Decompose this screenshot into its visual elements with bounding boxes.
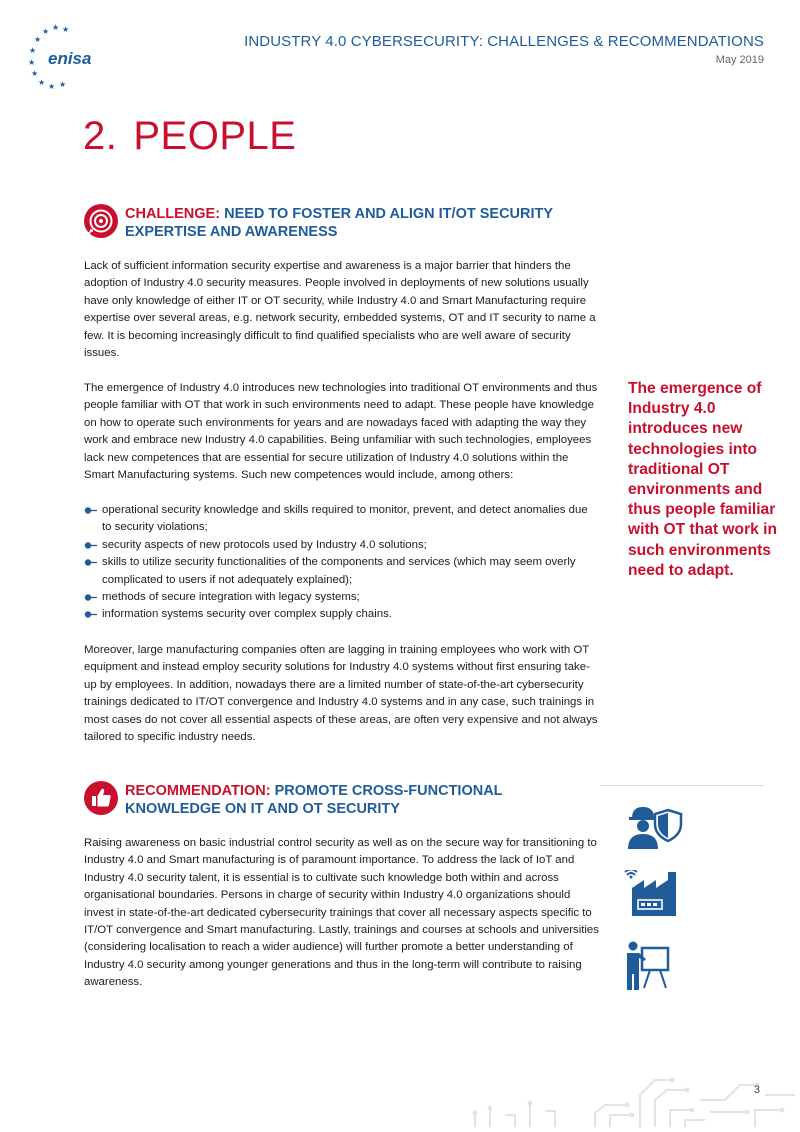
factory-icon bbox=[624, 870, 680, 918]
worker-shield-icon bbox=[626, 804, 684, 850]
list-item bbox=[84, 606, 600, 623]
bullet-icon bbox=[84, 506, 98, 515]
document-title: INDUSTRY 4.0 CYBERSECURITY: CHALLENGES & RECOMMENDATIONS bbox=[244, 33, 764, 50]
target-icon bbox=[84, 204, 118, 238]
svg-text:★: ★ bbox=[42, 27, 50, 36]
list-item-text: operational security knowledge and skills required to monitor, prevent, and detect anomalies due to security violations; bbox=[102, 504, 588, 534]
chapter-title: PEOPLE bbox=[133, 114, 297, 158]
challenge-paragraph-2: The emergence of Industry 4.0 introduces new technologies into traditional OT environments and thus people familiar with OT that work in such environments need to adapt. These people have knowledge on how to operate such environments for years and are nowadays faced with adapting the way they work and embrace new Industry 4.0 capabilities. Being unfamiliar with such technologies, employees lack new competences that are essential for secure utilization of Industry 4.0 solutions within the Smart Manufacturing systems. Such new competences would include, among others: bbox=[84, 382, 598, 482]
bullet-icon bbox=[84, 610, 98, 619]
document-date: May 2019 bbox=[715, 54, 764, 66]
eu-stars-icon bbox=[24, 22, 104, 92]
list-item bbox=[84, 554, 600, 589]
circuit-decoration bbox=[455, 1065, 800, 1132]
competences-list bbox=[84, 502, 600, 624]
list-item-text: information systems security over complex supply chains. bbox=[102, 608, 392, 621]
svg-text:★: ★ bbox=[31, 69, 39, 78]
list-item bbox=[84, 502, 600, 537]
svg-text:★: ★ bbox=[52, 23, 60, 32]
page-number: 3 bbox=[753, 1084, 760, 1096]
svg-text:★: ★ bbox=[29, 46, 37, 55]
recommendation-keyword: RECOMMENDATION: bbox=[125, 783, 271, 799]
recommendation-heading-line2: KNOWLEDGE ON IT AND OT SECURITY bbox=[125, 801, 400, 817]
list-item-text: methods of secure integration with legacy systems; bbox=[102, 591, 360, 604]
thumbs-up-icon bbox=[84, 781, 118, 815]
challenge-heading bbox=[125, 205, 553, 241]
svg-text:★: ★ bbox=[38, 78, 46, 87]
recommendation-heading bbox=[125, 782, 503, 818]
chapter-number: 2. bbox=[83, 114, 118, 158]
bullet-icon bbox=[84, 593, 98, 602]
challenge-paragraph-3: Moreover, large manufacturing companies often are lagging in training employees who work with OT equipment and instead employ security solutions for Industry 4.0 systems without first ensuring take-up by employees. In addition, nowadays there are a limited number of state-of-the-art cybersecurity trainings dedicated to IT/OT convergence and Industry 4.0 systems and in any case, such trainings in most cases do not cover all essential aspects of these areas, are often very expensive and not always tailored to specific industry needs. bbox=[84, 644, 598, 744]
challenge-keyword: CHALLENGE: bbox=[125, 206, 221, 222]
enisa-logo bbox=[24, 22, 104, 92]
svg-text:★: ★ bbox=[62, 25, 70, 34]
list-item-text: skills to utilize security functionalities of the components and services (which may seem overly complicated to users if not adequately explained); bbox=[102, 556, 576, 586]
svg-text:★: ★ bbox=[59, 80, 67, 89]
list-item bbox=[84, 537, 600, 554]
list-item bbox=[84, 589, 600, 606]
recommendation-paragraph: Raising awareness on basic industrial control security as well as on the secure way for transitioning to Industry 4.0 and Smart manufacturing is of paramount importance. To address the lack of IoT and Industry 4.0 security talent, it is essential is to cultivate such knowledge both within and across organisational boundaries. Persons in charge of security within Industry 4.0 organizations should invest in state-of-the-art dedicated cybersecurity trainings that cover all necessary aspects specific to IT/OT convergence and Smart manufacturing. Lastly, trainings and courses at schools and universities (considering localisation to reach a wider audience) will further promote a better understanding of Industry 4.0 security among younger generations and thus in the long-term will contribute to raising awareness. bbox=[84, 837, 599, 989]
bullet-icon bbox=[84, 541, 98, 550]
pull-quote: The emergence of Industry 4.0 introduces new technologies into traditional OT environments and thus people familiar with OT that work in such environments need to adapt. bbox=[628, 380, 778, 579]
svg-text:★: ★ bbox=[48, 82, 56, 91]
sidebar-divider bbox=[600, 785, 764, 786]
trainer-board-icon bbox=[624, 940, 672, 992]
challenge-heading-line2: EXPERTISE AND AWARENESS bbox=[125, 224, 338, 240]
challenge-heading-line1: NEED TO FOSTER AND ALIGN IT/OT SECURITY bbox=[224, 206, 554, 222]
svg-text:enisa: enisa bbox=[48, 49, 92, 68]
challenge-paragraph-1: Lack of sufficient information security expertise and awareness is a major barrier that hinders the adoption of Industry 4.0 security measures. People involved in deployments of new solutions usually have only knowledge of either IT or OT security, while Industry 4.0 and Smart Manufacturing require expertise over several areas, e.g. network security, embedded systems, OT and IT security to name a few. It is becoming increasingly difficult to find qualified specialists who are well aware of security issues. bbox=[84, 260, 596, 360]
bullet-icon bbox=[84, 558, 98, 567]
list-item-text: security aspects of new protocols used by Industry 4.0 solutions; bbox=[102, 538, 427, 551]
svg-text:★: ★ bbox=[34, 35, 42, 44]
svg-text:★: ★ bbox=[28, 58, 36, 67]
recommendation-heading-line1: PROMOTE CROSS-FUNCTIONAL bbox=[274, 783, 503, 799]
chapter-heading bbox=[83, 114, 296, 159]
